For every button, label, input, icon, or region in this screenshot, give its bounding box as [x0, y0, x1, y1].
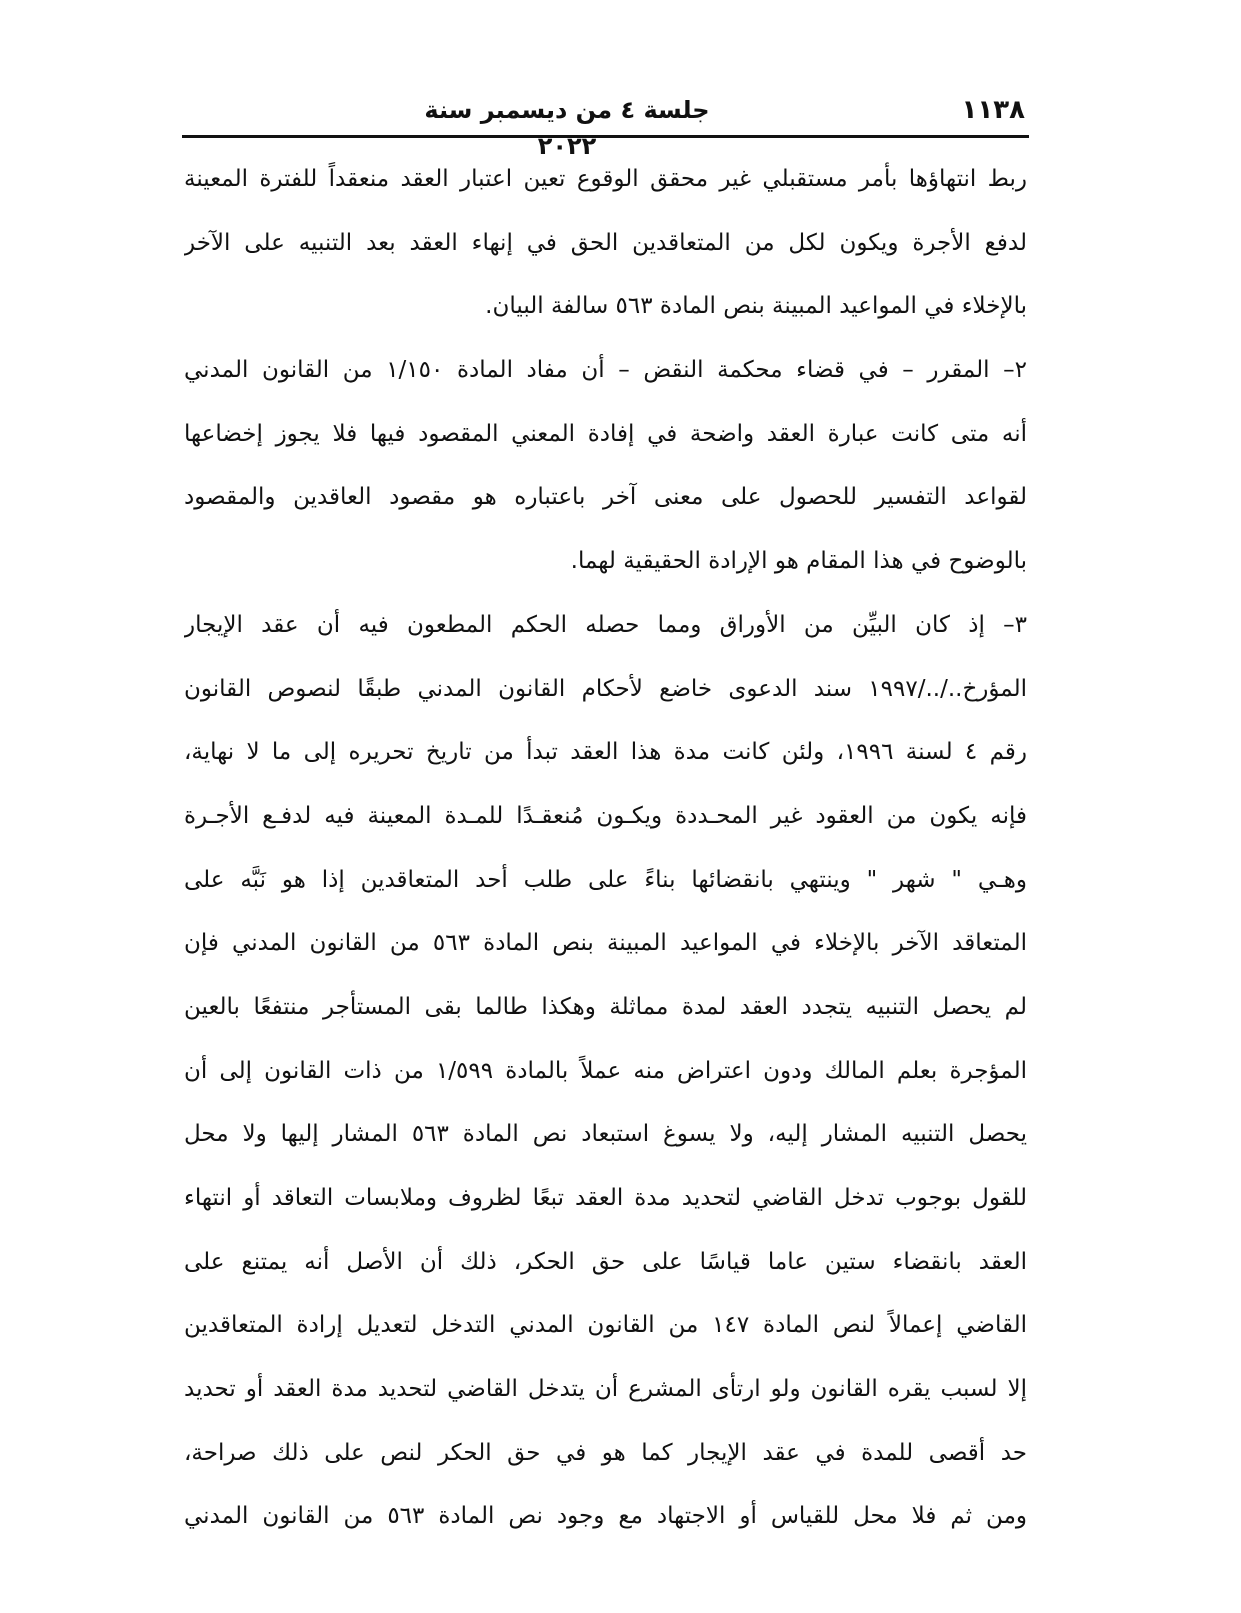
text-line: العقد بانقضاء ستين عاما قياسًا على حق الحكر، ذلك أن الأصل أنه يمتنع على: [184, 1248, 1027, 1275]
text-line: إلا لسبب يقره القانون ولو ارتأى المشرع أن يتدخل القاضي لتحديد مدة العقد أو تحديد: [184, 1376, 1027, 1403]
text-line: ٢– المقرر – في قضاء محكمة النقض – أن مفاد المادة ١/١٥٠ من القانون المدني: [184, 357, 1027, 384]
session-title: جلسة ٤ من ديسمبر سنة ٢٠٢٢: [424, 96, 710, 160]
text-line: المؤجرة بعلم المالك ودون اعتراض منه عملاً بالمادة ١/٥٩٩ من ذات القانون إلى أن: [184, 1057, 1027, 1084]
text-line: المتعاقد الآخر بالإخلاء في المواعيد المبينة بنص المادة ٥٦٣ من القانون المدني فإن: [184, 930, 1027, 957]
text-line: فإنه يكون من العقود غير المحـددة ويكـون مُنعقـدًا للمـدة المعينة فيه لدفـع الأجـرة: [184, 802, 1027, 829]
text-line: بالوضوح في هذا المقام هو الإرادة الحقيقية لهما.: [570, 548, 1027, 575]
page-number: ١١٣٨: [961, 95, 1025, 125]
text-line: لدفع الأجرة ويكون لكل من المتعاقدين الحق في إنهاء العقد بعد التنبيه على الآخر: [184, 229, 1027, 256]
text-line: رقم ٤ لسنة ١٩٩٦، ولئن كانت مدة هذا العقد تبدأ من تاريخ تحريره إلى ما لا نهاية،: [184, 739, 1027, 766]
body-text: [184, 148, 1027, 1549]
text-line: أنه متى كانت عبارة العقد واضحة في إفادة المعني المقصود فيها فلا يجوز إخضاعها: [184, 420, 1027, 447]
text-line: وهـي " شهر " وينتهي بانقضائها بناءً على طلب أحد المتعاقدين إذا هو نَبَّه على: [184, 866, 1027, 893]
text-line: بالإخلاء في المواعيد المبينة بنص المادة ٥٦٣ سالفة البيان.: [485, 293, 1027, 320]
text-line: ربط انتهاؤها بأمر مستقبلي غير محقق الوقوع تعين اعتبار العقد منعقداً للفترة المعينة: [184, 166, 1027, 192]
text-line: المؤرخ../../١٩٩٧ سند الدعوى خاضع لأحكام القانون المدني طبقًا لنصوص القانون: [184, 675, 1027, 702]
text-line: لم يحصل التنبيه يتجدد العقد لمدة مماثلة وهكذا طالما بقى المستأجر منتفعًا بالعين: [184, 993, 1027, 1020]
text-line: ومن ثم فلا محل للقياس أو الاجتهاد مع وجود نص المادة ٥٦٣ من القانون المدني: [184, 1503, 1027, 1530]
text-line: يحصل التنبيه المشار إليه، ولا يسوغ استبعاد نص المادة ٥٦٣ المشار إليها ولا محل: [184, 1121, 1027, 1148]
text-line: للقول بوجوب تدخل القاضي لتحديد مدة العقد تبعًا لظروف وملابسات التعاقد أو انتهاء: [184, 1185, 1027, 1211]
page-header: [182, 92, 1029, 160]
text-line: حد أقصى للمدة في عقد الإيجار كما هو في حق الحكر لنص على ذلك صراحة،: [184, 1439, 1027, 1466]
text-line: القاضي إعمالاً لنص المادة ١٤٧ من القانون المدني التدخل لتعديل إرادة المتعاقدين: [184, 1312, 1027, 1339]
text-line: لقواعد التفسير للحصول على معنى آخر باعتباره هو مقصود العاقدين والمقصود: [184, 484, 1027, 511]
text-line: ٣– إذ كان البيِّن من الأوراق ومما حصله الحكم المطعون فيه أن عقد الإيجار: [184, 611, 1027, 638]
header-divider: [182, 135, 1029, 138]
